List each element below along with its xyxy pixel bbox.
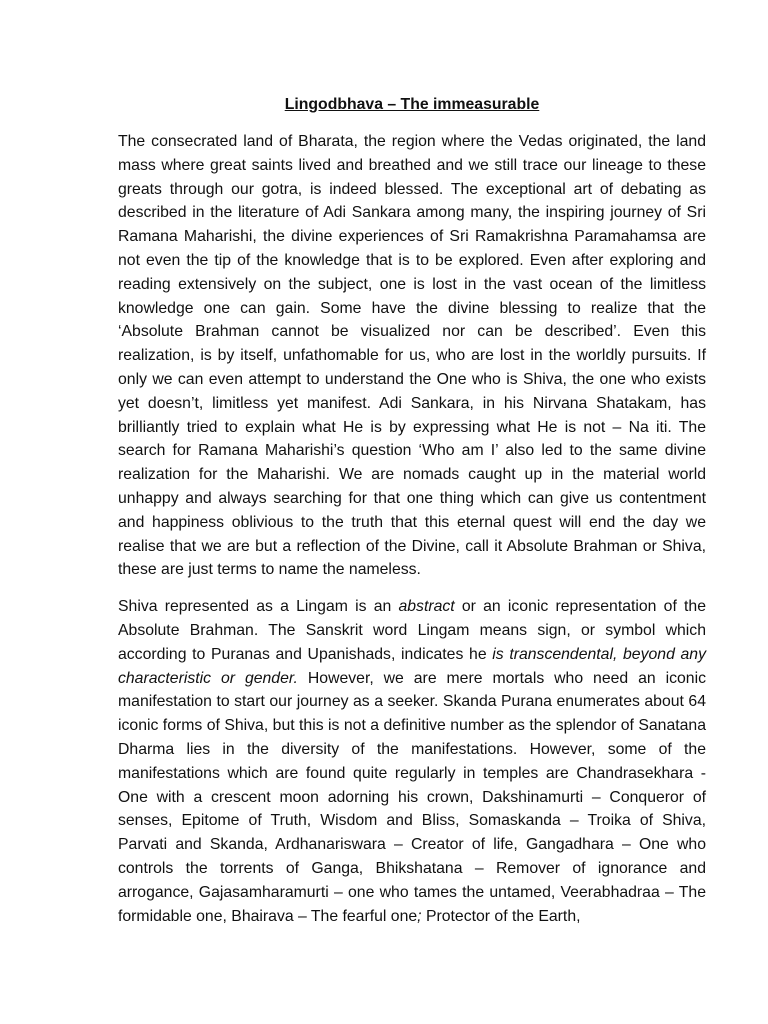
paragraph-2-italic-2: is transcendental, beyond any characteristic or gender. (118, 645, 706, 687)
document-body (118, 94, 706, 941)
page-title: Lingodbhava – The immeasurable (284, 96, 540, 113)
paragraph-2-text-2: or an iconic representation of the Absolute Brahman. The Sanskrit word Lingam means sign, or symbol which according to Puranas and Upanishads, indicates he (118, 598, 706, 663)
paragraph-2-text-1: Shiva represented as a Lingam is an (118, 598, 399, 616)
paragraph-2 (118, 595, 706, 928)
paragraph-2-italic-3: ; (417, 907, 422, 925)
paragraph-2-italic-1: abstract (398, 598, 455, 616)
paragraph-1: The consecrated land of Bharata, the region where the Vedas originated, the land mass where great saints lived and breathed and we still trace our lineage to these greats through our gotra, is indeed blessed. The exceptional art of debating as described in the literature of Adi Sankara among many, the inspiring journey of Sri Ramana Maharishi, the divine experiences of Sri Ramakrishna Paramahamsa are not even the tip of the knowledge that is to be explored. Even after exploring and reading extensively on the subject, one is lost in the vast ocean of the limitless knowledge one can gain. Some have the divine blessing to realize that the ‘Absolute Brahman cannot be visualized nor can be described’. Even this realization, is by itself, unfathomable for us, who are lost in the worldly pursuits. If only we can even attempt to understand the One who is Shiva, the one who exists yet doesn’t, limitless yet manifest. Adi Sankara, in his Nirvana Shatakam, has brilliantly tried to explain what He is by expressing what He is not – Na iti. The search for Ramana Maharishi’s question ‘Who am I’ also led to the same divine realization for the Maharishi. We are nomads caught up in the material world unhappy and always searching for that one thing which can give us contentment and happiness oblivious to the truth that this eternal quest will end the day we realise that we are but a reflection of the Divine, call it Absolute Brahman or Shiva, these are just terms to name the nameless. (118, 133, 706, 579)
paragraph-2-text-4: Protector of the Earth, (421, 907, 581, 925)
paragraph-2-text-3: However, we are mere mortals who need an iconic manifestation to start our journey as a seeker. Skanda Purana enumerates about 64 iconic forms of Shiva, but this is not a definitive number as the splendor of Sanatana Dharma lies in the diversity of the manifestations. However, some of the manifestations which are found quite regularly in temples are Chandrasekhara - One with a crescent moon adorning his crown, Dakshinamurti – Conqueror of senses, Epitome of Truth, Wisdom and Bliss, Somaskanda – Troika of Shiva, Parvati and Skanda, Ardhanariswara – Creator of life, Gangadhara – One who controls the torrents of Ganga, Bhikshatana – Remover of ignorance and arrogance, Gajasamharamurti – one who tames the untamed, Veerabhadraa – The formidable one, Bhairava – The fearful one (118, 669, 707, 925)
